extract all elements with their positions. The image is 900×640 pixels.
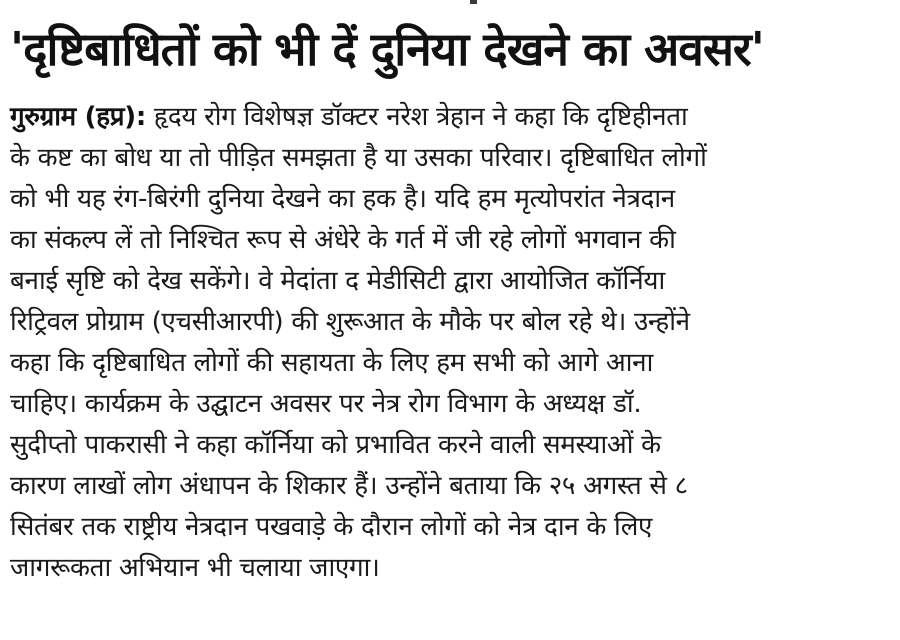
article-line (10, 97, 890, 138)
article-line: जागरूकता अभियान भी चलाया जाएगा। (10, 553, 380, 583)
article-line: बनाई सृष्टि को देख सकेंगे। वे मेदांता द मेडीसिटी द्वारा आयोजित कॉर्निया (10, 266, 665, 296)
article-line: के कष्ट का बोध या तो पीड़ित समझता है या उसका परिवार। दृष्टिबाधित लोगों (10, 143, 707, 173)
article-line: को भी यह रंग-बिरंगी दुनिया देखने का हक है। यदि हम मृत्योपरांत नेत्रदान (10, 184, 675, 214)
article-body (10, 97, 890, 589)
article-line: कारण लाखों लोग अंधापन के शिकार हैं। उन्होंने बताया कि २५ अगस्त से ८ (10, 471, 688, 501)
article-line: कहा कि दृष्टिबाधित लोगों की सहायता के लिए हम सभी को आगे आना (10, 348, 654, 378)
previous-article-edge (0, 0, 900, 6)
dateline: गुरुग्राम (हप्र): (10, 102, 146, 132)
cut-off-glyph (470, 0, 477, 4)
article-line: चाहिए। कार्यक्रम के उद्घाटन अवसर पर नेत्र रोग विभाग के अध्यक्ष डॉ. (10, 389, 642, 419)
headline: 'दृष्टिबाधितों को भी दें दुनिया देखने का अवसर' (10, 22, 764, 76)
article-line: का संकल्प लें तो निश्चित रूप से अंधेरे के गर्त में जी रहे लोगों भगवान की (10, 225, 676, 255)
article-line: सितंबर तक राष्ट्रीय नेत्रदान पखवाड़े के दौरान लोगों को नेत्र दान के लिए (10, 512, 653, 542)
article-line: सुदीप्तो पाकरासी ने कहा कॉर्निया को प्रभावित करने वाली समस्याओं के (10, 430, 661, 460)
article-line: रिट्रिवल प्रोग्राम (एचसीआरपी) की शुरूआत के मौके पर बोल रहे थे। उन्होंने (10, 307, 690, 337)
article-line-text: हृदय रोग विशेषज्ञ डॉक्टर नरेश त्रेहान ने कहा कि दृष्टिहीनता (145, 102, 688, 132)
